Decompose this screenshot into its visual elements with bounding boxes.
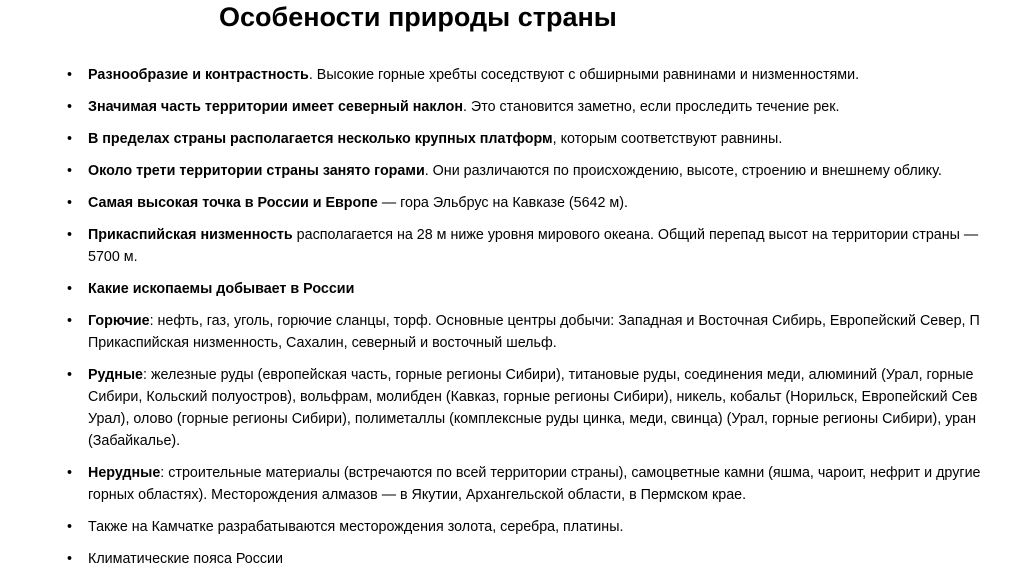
item-line: Также на Камчатке разрабатываются месторождения золота, серебра, платины. — [88, 519, 624, 535]
item-line: : железные руды (европейская часть, горные регионы Сибири), титановые руды, соединения меди, алюминий (Урал, горные — [143, 367, 974, 383]
list-item — [60, 278, 1024, 300]
item-bold-lead: Горючие — [88, 313, 150, 329]
list-item — [60, 462, 1024, 506]
bullet-icon: • — [67, 227, 73, 243]
item-text — [88, 313, 980, 351]
item-text — [88, 67, 859, 83]
item-line: . Высокие горные хребты соседствуют с обширными равнинами и низменностями. — [308, 67, 860, 83]
list-item — [60, 64, 1024, 86]
list-item — [60, 224, 1024, 268]
item-line: : строительные материалы (встречаются по всей территории страны), самоцветные камни (яшма, чароит, нефрит и другие — [160, 465, 981, 481]
item-line: Климатические пояса России — [88, 551, 284, 567]
item-line: горных областях). Месторождения алмазов — в Якутии, Архангельской области, в Пермском крае. — [88, 487, 747, 503]
list-item — [60, 310, 1024, 354]
item-text — [88, 195, 628, 211]
item-line: , которым соответствуют равнины. — [552, 131, 783, 147]
item-text — [88, 163, 942, 179]
bullet-icon: • — [67, 195, 73, 211]
item-bold-lead: В пределах страны располагается несколько крупных платформ — [88, 131, 553, 147]
bullet-icon: • — [67, 551, 73, 567]
bullet-icon: • — [67, 281, 73, 297]
item-text — [88, 465, 981, 503]
item-text — [88, 281, 354, 297]
slide-title: Особености природы страны — [219, 2, 617, 32]
item-line: располагается на 28 м ниже уровня мирового океана. Общий перепад высот на территории страны — — [292, 227, 979, 243]
list-item — [60, 364, 1024, 452]
item-bold-lead: Разнообразие и контрастность — [88, 67, 309, 83]
item-text — [88, 99, 839, 115]
item-text — [88, 551, 283, 567]
list-item — [60, 192, 1024, 214]
item-bold-lead: Какие ископаемы добывает в России — [88, 281, 355, 297]
item-bold-lead: Рудные — [88, 367, 144, 383]
list-item — [60, 160, 1024, 182]
bullet-icon: • — [67, 313, 73, 329]
bullet-icon: • — [67, 367, 73, 383]
list-item — [60, 548, 1024, 570]
item-line: . Они различаются по происхождению, высоте, строению и внешнему облику. — [424, 163, 942, 179]
item-line: Сибири, Кольский полуостров), вольфрам, молибден (Кавказ, горные регионы Сибири), никель, кобальт (Норильск, Европейский Сев — [88, 389, 978, 405]
item-bold-lead: Нерудные — [88, 465, 161, 481]
bullet-icon: • — [67, 67, 73, 83]
item-text — [88, 227, 978, 265]
item-line: (Забайкалье). — [88, 433, 181, 449]
item-text — [88, 367, 977, 449]
bullet-list — [60, 64, 1024, 574]
item-line: 5700 м. — [88, 249, 138, 265]
bullet-icon: • — [67, 163, 73, 179]
list-item — [60, 128, 1024, 150]
item-line: . Это становится заметно, если проследить течение рек. — [462, 99, 840, 115]
bullet-icon: • — [67, 465, 73, 481]
bullet-icon: • — [67, 519, 73, 535]
bullet-icon: • — [67, 99, 73, 115]
item-bold-lead: Прикаспийская низменность — [88, 227, 293, 243]
list-item — [60, 516, 1024, 538]
item-line: — гора Эльбрус на Кавказе (5642 м). — [377, 195, 628, 211]
bullet-icon: • — [67, 131, 73, 147]
item-line: : нефть, газ, уголь, горючие сланцы, торф. Основные центры добычи: Западная и Восточная Сибирь, Европейский Север, П — [149, 313, 980, 329]
item-bold-lead: Значимая часть территории имеет северный наклон — [88, 99, 463, 115]
item-bold-lead: Около трети территории страны занято горами — [88, 163, 425, 179]
item-text — [88, 131, 782, 147]
list-item — [60, 96, 1024, 118]
item-text — [88, 519, 623, 535]
item-line: Прикаспийская низменность, Сахалин, северный и восточный шельф. — [88, 335, 557, 351]
item-line: Урал), олово (горные регионы Сибири), полиметаллы (комплексные руды цинка, меди, свинца) (Урал, горные регионы Сибири), уран — [88, 411, 976, 427]
item-bold-lead: Самая высокая точка в России и Европе — [88, 195, 378, 211]
